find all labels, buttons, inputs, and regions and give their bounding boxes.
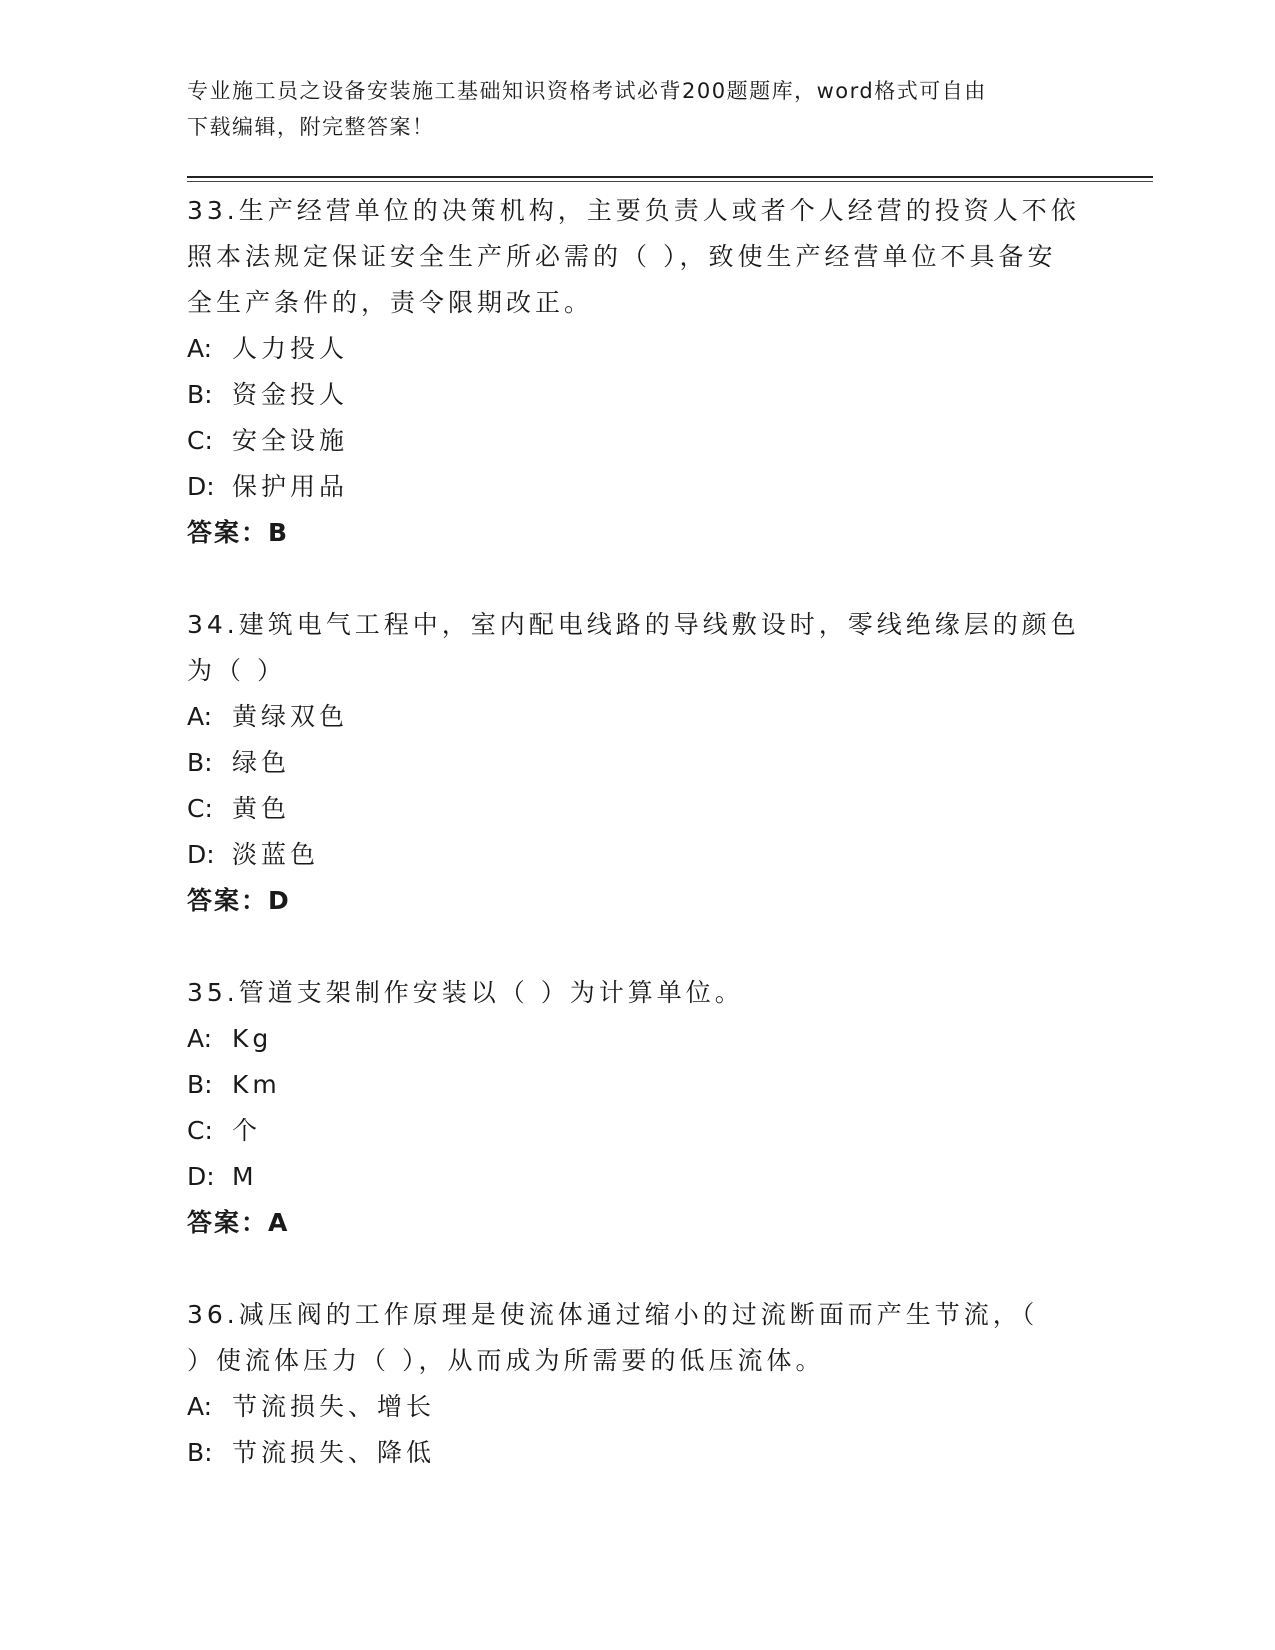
option-key: A:	[187, 1024, 213, 1053]
option-a	[187, 1384, 1107, 1430]
option-text: 节流损失、增长	[232, 1392, 436, 1421]
option-text: 个	[232, 1116, 262, 1145]
option-b	[187, 372, 1107, 418]
option-text: Km	[232, 1070, 281, 1099]
option-text: 黄色	[232, 794, 291, 823]
option-text: 节流损失、降低	[232, 1438, 436, 1467]
option-key: A:	[187, 1392, 213, 1421]
option-key: B:	[187, 1438, 213, 1467]
option-c	[187, 786, 1107, 832]
option-text: Kg	[232, 1024, 273, 1053]
option-b	[187, 1062, 1107, 1108]
header-divider-thick	[187, 176, 1153, 178]
question-36	[187, 1292, 1107, 1476]
question-text-line: 35.管道支架制作安装以（ ）为计算单位。	[187, 978, 744, 1007]
option-key: B:	[187, 748, 213, 777]
option-b	[187, 1430, 1107, 1476]
option-key: D:	[187, 840, 215, 869]
header-line-2: 下载编辑，附完整答案！	[187, 115, 435, 139]
question-35	[187, 970, 1107, 1246]
option-text: 绿色	[232, 748, 291, 777]
option-key: A:	[187, 334, 213, 363]
question-text-line: 33.生产经营单位的决策机构，主要负责人或者个人经营的投资人不依	[187, 196, 1080, 225]
question-text-line: ）使流体压力（ ），从而成为所需要的低压流体。	[187, 1346, 825, 1375]
option-key: B:	[187, 1070, 213, 1099]
option-text: 保护用品	[232, 472, 349, 501]
option-text: 安全设施	[232, 426, 349, 455]
option-d	[187, 832, 1107, 878]
option-a	[187, 1016, 1107, 1062]
option-text: 人力投人	[232, 334, 349, 363]
option-key: C:	[187, 794, 213, 823]
option-a	[187, 326, 1107, 372]
question-34	[187, 602, 1107, 924]
question-list	[187, 188, 1107, 1522]
question-33	[187, 188, 1107, 556]
option-key: B:	[187, 380, 213, 409]
option-c	[187, 1108, 1107, 1154]
option-d	[187, 464, 1107, 510]
question-text-line: 照本法规定保证安全生产所必需的（ ），致使生产经营单位不具备安	[187, 242, 1057, 271]
option-text: 黄绿双色	[232, 702, 349, 731]
option-d	[187, 1154, 1107, 1200]
option-c	[187, 418, 1107, 464]
question-text-line: 为（ ）	[187, 656, 286, 685]
question-text-line: 34.建筑电气工程中，室内配电线路的导线敷设时，零线绝缘层的颜色	[187, 610, 1080, 639]
option-b	[187, 740, 1107, 786]
option-key: D:	[187, 1162, 215, 1191]
option-key: C:	[187, 1116, 213, 1145]
option-key: A:	[187, 702, 213, 731]
header-divider-thin	[187, 181, 1153, 182]
header-line-1: 专业施工员之设备安装施工基础知识资格考试必背200题题库，word格式可自由	[187, 79, 987, 103]
answer-line: 答案：B	[187, 518, 290, 547]
option-key: D:	[187, 472, 215, 501]
question-text-line: 36.减压阀的工作原理是使流体通过缩小的过流断面而产生节流，（	[187, 1300, 1039, 1329]
document-header	[187, 73, 1087, 145]
option-text: 淡蓝色	[232, 840, 320, 869]
answer-line: 答案：A	[187, 1208, 290, 1237]
option-text: 资金投人	[232, 380, 349, 409]
answer-line: 答案：D	[187, 886, 291, 915]
option-a	[187, 694, 1107, 740]
option-key: C:	[187, 426, 213, 455]
option-text: M	[232, 1162, 258, 1191]
question-text-line: 全生产条件的，责令限期改正。	[187, 288, 594, 317]
